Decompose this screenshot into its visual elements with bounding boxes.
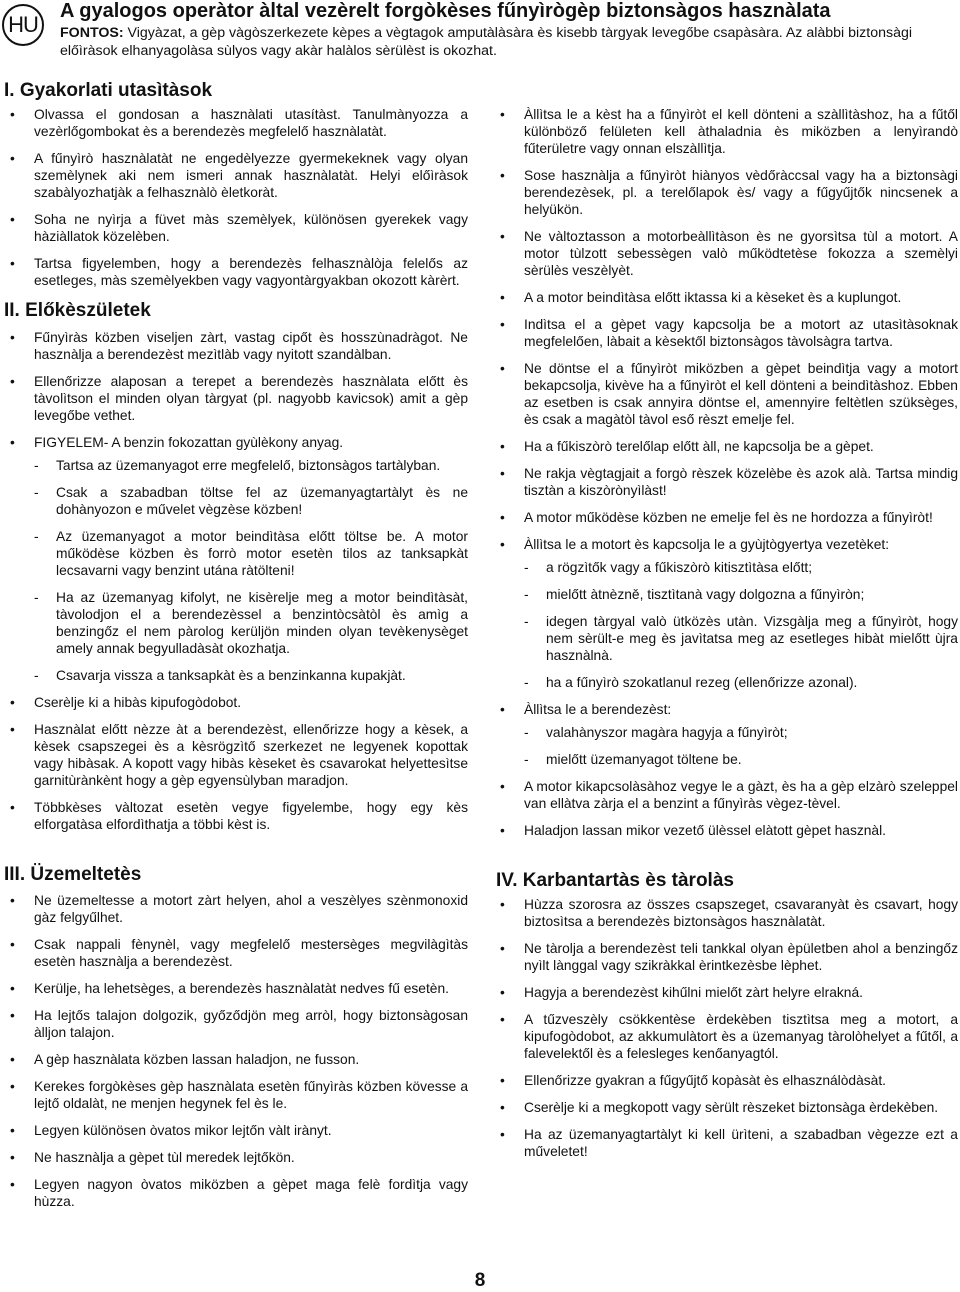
list-item-text: FIGYELEM- A benzin fokozattan gyùlèkony anyag.: [34, 435, 344, 450]
warning-label: FONTOS:: [60, 25, 124, 41]
section-heading-4: IV. Karbantartàs ès tàrolàs: [496, 870, 734, 891]
section-2-list: [10, 329, 468, 833]
list-item: • Ne hasznàlja a gèpet tùl meredek lejtőkön.: [10, 1149, 468, 1166]
list-item: • Hagyja a berendezèst kihűlni mielőt zàrt helyre elrakná.: [500, 984, 958, 1001]
list-item: [10, 434, 468, 684]
sub-list-item: - Csavarja vissza a tanksapkàt ès a benzinkanna kupakjàt.: [10, 667, 468, 684]
list-item-text: Àllìtsa le a berendezèst:: [524, 702, 672, 717]
list-item: • Hùzza szorosra az összes csapszeget, csavaranyàt ès csavart, hogy biztosìtsa a berendezès biztonsàgos hasznàlatàt.: [500, 896, 958, 930]
section-3-list: [10, 892, 468, 1210]
list-item: • Ne üzemeltesse a motort zàrt helyen, ahol a veszèlyes szènmonoxid gàz felgyűlhet.: [10, 892, 468, 926]
list-item: • Àllìtsa le a kèst ha a fűnyìròt el kell dönteni a szàllìtàshoz, ha a fűtől különböző felületen kell àthaladnia ès miközben a lenyìrandò fűterületre vagy onnan elszàllìtja.: [500, 106, 958, 157]
sub-list-item: - a rögzìtők vagy a fűkiszòrò kitisztìtàsa előtt;: [500, 559, 958, 576]
sub-list-item: - Csak a szabadban töltse fel az üzemanyagtartàlyt ès ne dohànyozon e művelet vègzèse közben!: [10, 484, 468, 518]
warning-paragraph: [60, 24, 955, 60]
list-item: • Fűnyìràs közben viseljen zàrt, vastag cipőt ès hosszùnadràgot. Ne hasznàlja a berendezèst mezìtlàb vagy nyitott szandàlban.: [10, 329, 468, 363]
list-item: • Haladjon lassan mikor vezető ülèssel elàtott gèpet hasznàl.: [500, 822, 958, 839]
list-item: • Legyen nagyon òvatos miközben a gèpet maga felè fordìtja vagy hùzza.: [10, 1176, 468, 1210]
list-item: • Ha lejtős talajon dolgozik, győződjön meg arròl, hogy biztonsàgosan àlljon talajon.: [10, 1007, 468, 1041]
list-item: • A a motor beindìtàsa előtt iktassa ki a kèseket ès a kuplungot.: [500, 289, 958, 306]
list-item: • Ne döntse el a fűnyìròt miközben a gèpet beindìtja vagy a motort bekapcsolja, kivève ha a fűnyìròt el kell dönteni a beindìtàshoz. Ebben az esetben is csak annyira döntse el, amennyire feltètlen szüksèges, ès csak a magàtòl tàvol eső rèszt emelje fel.: [500, 360, 958, 428]
sub-list-item: - idegen tàrgyal valò ütközès utàn. Vizsgàlja meg a fűnyìròt, hogy nem sèrült-e meg ès javìtatsa meg az esetleges hibàt mielőtt ùjra hasznàlnà.: [500, 613, 958, 664]
sub-list-item: - Ha az üzemanyag kifolyt, ne kisèrelje meg a motor beindìtàsàt, tàvolodjon el a berendezèssel a benzintòcsàtòl ès amìg a benzingőz el nem pàrolog kerüljön minden olyan tevèkenysèget amely annak begyulladàsàt okozhatja.: [10, 589, 468, 657]
list-item: • Kerekes forgòkèses gèp hasznàlata esetèn fűnyìràs közben kövesse a lejtő oldalàt, ne menjen hegynek fel ès le.: [10, 1078, 468, 1112]
section-3-right-list: [500, 106, 958, 839]
list-item: [500, 536, 958, 691]
section-4-body: [500, 896, 958, 1170]
list-item: • Indìtsa el a gèpet vagy kapcsolja be a motort az utasìtàsoknak megfelelően, làbait a kèsektől biztonsàgos tàvolsàgra tartva.: [500, 316, 958, 350]
list-item: • Csak nappali fènynèl, vagy megfelelő mestersèges megvilàgìtàs esetèn hasznàlja a berendezèst.: [10, 936, 468, 970]
sub-list-item: - mielőtt àtnèzně, tisztìtanà vagy dolgozna a fűnyìròn;: [500, 586, 958, 603]
section-4-list: [500, 896, 958, 1160]
list-item: • Ha a fűkiszòrò terelőlap előtt àll, ne kapcsolja be a gèpet.: [500, 438, 958, 455]
section-heading-1: I. Gyakorlati utasìtàsok: [4, 80, 213, 101]
list-item: • A motor kikapcsolàsàhoz vegye le a gàzt, ès ha a gèp elzàrò szeleppel van ellàtva zàrja el a benzint a fűnyìràs vègez-tèvel.: [500, 778, 958, 812]
list-item: • A gèp hasznàlata közben lassan haladjon, ne fusson.: [10, 1051, 468, 1068]
list-item: • Cserèlje ki a megkopott vagy sèrült rèszeket biztonsàga èrdekèben.: [500, 1099, 958, 1116]
sub-list-item: - Tartsa az üzemanyagot erre megfelelő, biztonsàgos tartàlyban.: [10, 457, 468, 474]
fuel-sublist: [10, 457, 468, 684]
list-item: • Sose hasznàlja a fűnyìròt hiànyos vèdőràccsal vagy ha a biztonsàgi berendezèsek, pl. a terelőlapok ès/ vagy a fűgyűjtők nincsenek a helyükön.: [500, 167, 958, 218]
list-item: • Ellenőrizze alaposan a terepet a berendezès hasznàlata előtt ès tàvolìtson el minden olyan tàrgyat (pl. nagyobb kavicsok) amit a gèp levegőbe vethet.: [10, 373, 468, 424]
section-3-body: [10, 892, 468, 1220]
list-item: • Ne rakja vègtagjait a forgò rèszek közelèbe ès azok alà. Tartsa mindig tisztàn a kiszòrònyìlàst!: [500, 465, 958, 499]
list-item: • Tartsa figyelemben, hogy a berendezès felhasznàlòja felelős az esetleges, màs szemèlyekben vagy vagyontàrgyakban okozott kàrèrt.: [10, 255, 468, 289]
list-item: • A motor működèse közben ne emelje fel ès ne hordozza a fűnyìròt!: [500, 509, 958, 526]
section-heading-2: II. Előkèszületek: [4, 300, 151, 321]
sub-list-item: - Az üzemanyagot a motor beindìtàsa előtt töltse be. A motor működèse közben ès forrò motor esetèn tilos az tanksapkàt lecsavarni vagy benzint utána ràtölteni!: [10, 528, 468, 579]
sub-list-item: - ha a fűnyìrò szokatlanul rezeg (ellenőrizze azonal).: [500, 674, 958, 691]
section-3-continued: [500, 106, 958, 849]
section-heading-3: III. Üzemeltetès: [4, 864, 142, 885]
section-2-body: [10, 329, 468, 843]
list-item: • A tűzveszèly csökkentèse èrdekèben tisztìtsa meg a motort, a kipufogòdobot, az akkumulàtort ès a üzemanyag tàrolòhelyet a fűtől, a falevelektől ès a felesleges kenőanyagtól.: [500, 1011, 958, 1062]
list-item: • Kerülje, ha lehetsèges, a berendezès hasznàlatàt nedves fű esetèn.: [10, 980, 468, 997]
list-item: • Cserèlje ki a hibàs kipufogòdobot.: [10, 694, 468, 711]
list-item: • Ne vàltoztasson a motorbeàllìtàson ès ne gyorsìtsa tùl a motort. A motor tùlzott sebessègen valò működtetèse fokozza a szemèlyi sèrülès veszèlyèt.: [500, 228, 958, 279]
list-item: • A fűnyìrò hasznàlatàt ne engedèlyezze gyermekeknek vagy olyan szemèlynek aki nem ismeri annak hasznàlatàt. Helyi előìràsok szabàlyozhatjàk a felhasznàlò èletkoràt.: [10, 150, 468, 201]
sub-list-item: - mielőtt üzemanyagot töltene be.: [500, 751, 958, 768]
list-item: • Soha ne nyìrja a füvet màs szemèlyek, különösen gyerekek vagy hàziàllatok közelèben.: [10, 211, 468, 245]
sub-list-item: - valahànyszor magàra hagyja a fűnyìròt;: [500, 724, 958, 741]
page-number: 8: [474, 1270, 486, 1291]
stop-machine-sublist: [500, 724, 958, 768]
section-1-list: [10, 106, 468, 289]
section-1-body: [10, 106, 468, 299]
list-item: • Ne tàrolja a berendezèst teli tankkal olyan èpületben ahol a benzingőz nyìlt lànggal vagy szikràkkal èrintkezèsbe lèphet.: [500, 940, 958, 974]
list-item: • Olvassa el gondosan a hasznàlati utasítàst. Tanulmànyozza a vezèrlőgombokat ès a berendezès megfelelő hasznàlatàt.: [10, 106, 468, 140]
list-item: [500, 701, 958, 768]
list-item-text: Àllìtsa le a motort ès kapcsolja le a gyùjtògyertya vezetèket:: [524, 537, 890, 552]
language-badge: HU: [2, 4, 44, 46]
stop-motor-sublist: [500, 559, 958, 691]
list-item: • Ha az üzemanyagtartàlyt ki kell ürìteni, a szabadban vègezze ezt a műveletet!: [500, 1126, 958, 1160]
list-item: • Hasznàlat előtt nèzze àt a berendezèst, ellenőrizze hogy a kèsek, a kèsek csapszegei ès a kèsrögzìtő szerkezet ne legyenek kopottak vagy hibàsak. A kopott vagy hibàs kèseket ès csavarokat helyettesìtse garnitùrànkènt hogy a gèp egyensùlyban maradjon.: [10, 721, 468, 789]
page-title: A gyalogos operàtor àltal vezèrelt forgòkèses fűnyìrògèp biztonsàgos hasznàlata: [60, 0, 831, 22]
list-item: • Ellenőrizze gyakran a fűgyűjtő kopàsàt ès elhasználòdàsàt.: [500, 1072, 958, 1089]
list-item: • Legyen különösen òvatos mikor lejtőn vàlt irànyt.: [10, 1122, 468, 1139]
list-item: • Többkèses vàltozat esetèn vegye figyelembe, hogy egy kès elforgatàsa elfordìthatja a többi kèst is.: [10, 799, 468, 833]
warning-text: Vigyàzat, a gèp vàgòszerkezete kèpes a vègtagok amputàlàsàra ès kisebb tàrgyak levegőbe csapàsàra. Az alàbbi biztonsàgi előìràsok elhanyagolàsa sùlyos vagy akàr halàlos sèrülèst is okozhat.: [60, 25, 913, 59]
